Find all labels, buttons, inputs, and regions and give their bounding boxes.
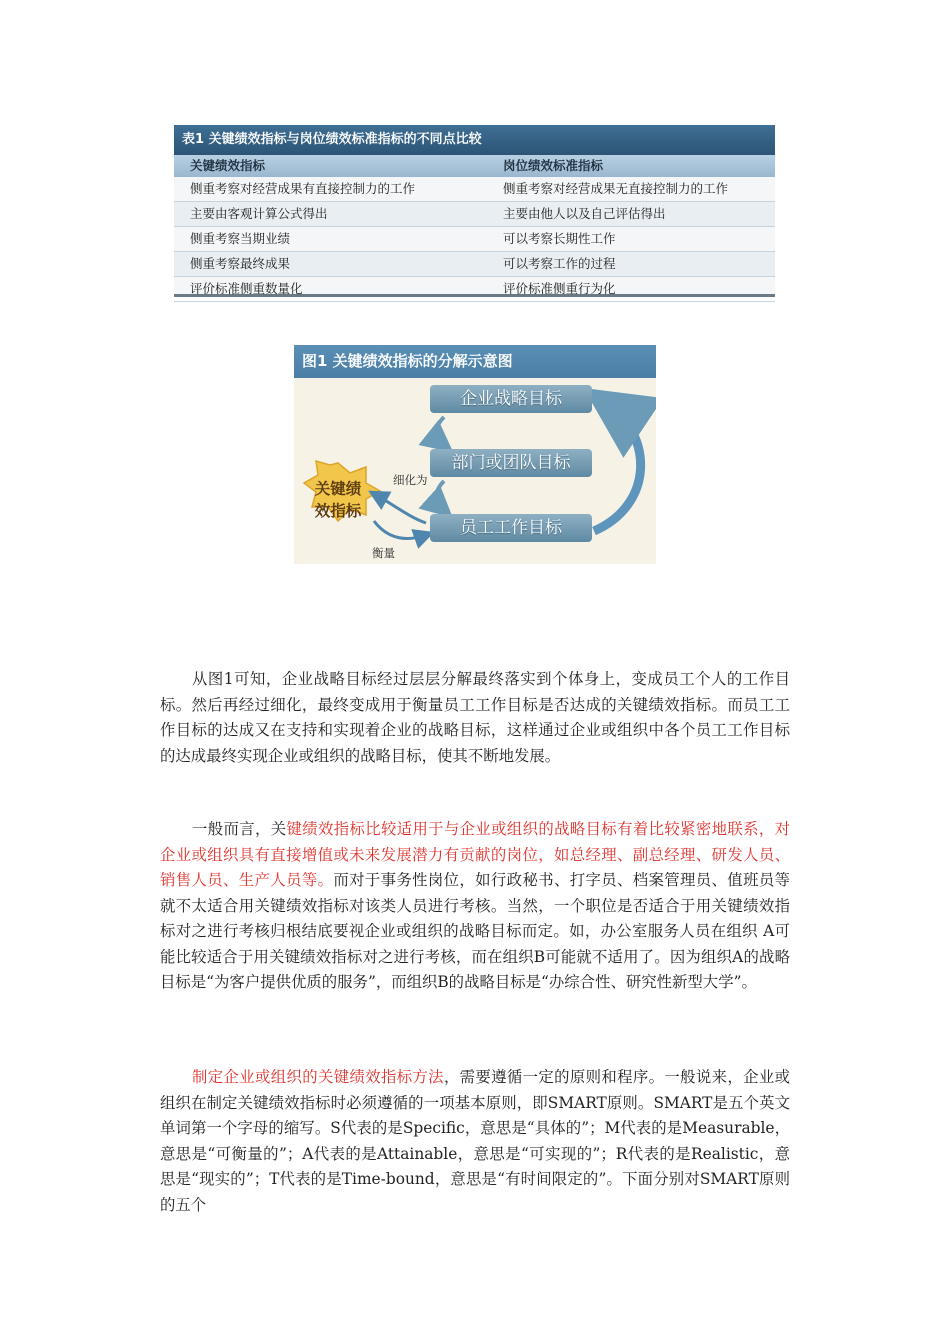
table-cell: 主要由客观计算公式得出 <box>190 206 328 221</box>
arrow-strategy-to-dept <box>437 417 445 445</box>
arrow-employee-to-strategy <box>594 403 641 531</box>
table-cell: 评价标准侧重行为化 <box>503 281 616 296</box>
paragraph-3-highlight: 制定企业或组织的关键绩效指标方法 <box>192 1068 444 1086</box>
refine-label: 细化为 <box>393 473 428 487</box>
table-cell: 侧重考察对经营成果有直接控制力的工作 <box>190 181 416 196</box>
table-cell: 侧重考察最终成果 <box>190 256 291 271</box>
table-header-kpi: 关键绩效指标 <box>190 158 266 173</box>
paragraph-2 <box>160 817 790 996</box>
table-body <box>174 177 775 302</box>
table-cell: 可以考察工作的过程 <box>503 256 616 271</box>
paragraph-2-highlight: 键绩效指标比较适用于与企业或组织的战略目标有着比较紧密地联系，对企业或组织具有直接增值或未来发展潜力有贡献的岗位，如总经理、副总经理、研发人员、销售人员、生产人员等。 <box>160 820 790 889</box>
arrow-dept-to-employee <box>437 481 445 510</box>
kpi-label-line2: 效指标 <box>314 502 362 520</box>
kpi-decomposition-diagram <box>294 345 656 564</box>
table-row <box>174 202 775 227</box>
paragraph-3-rest: ，需要遵循一定的原则和程序。一般说来，企业或组织在制定关键绩效指标时必须遵循的一项基本原则，即SMART原则。SMART是五个英文单词第一个字母的缩写。S代表的是Specific，意思是“具体的”；M代表的是Measurable，意思是“可衡量的”；A代表的是Attainable，意思是“可实现的”；R代表的是Realistic，意思是“现实的”；T代表的是Time-bound，意思是“有时间限定的”。下面分别对SMART原则的五个 <box>160 1068 790 1214</box>
table-cell: 主要由他人以及自己评估得出 <box>503 206 666 221</box>
kpi-label <box>308 478 368 522</box>
table-header-row <box>174 155 775 177</box>
arrow-measure <box>374 521 426 538</box>
table-row <box>174 227 775 252</box>
arrow-refine <box>376 495 426 523</box>
dept-goal-box: 部门或团队目标 <box>430 449 592 477</box>
table-cell: 侧重考察对经营成果无直接控制力的工作 <box>503 181 729 196</box>
table-cell: 评价标准侧重数量化 <box>190 281 303 296</box>
table-row <box>174 277 775 302</box>
comparison-table-figure <box>174 125 775 297</box>
table-row <box>174 252 775 277</box>
table-row <box>174 177 775 202</box>
kpi-label-line1: 关键绩 <box>314 480 362 498</box>
table-cell: 可以考察长期性工作 <box>503 231 616 246</box>
table-header-standard: 岗位绩效标准指标 <box>503 158 604 173</box>
strategy-goal-box: 企业战略目标 <box>430 385 592 413</box>
table-cell: 侧重考察当期业绩 <box>190 231 291 246</box>
paragraph-2-lead: 一般而言，关 <box>192 820 287 838</box>
table-title: 表1 关键绩效指标与岗位绩效标准指标的不同点比较 <box>174 125 775 155</box>
paragraph-2-rest: 而对于事务性岗位，如行政秘书、打字员、档案管理员、值班员等就不太适合用关键绩效指标对该类人员进行考核。当然，一个职位是否适合于用关键绩效指标对之进行考核归根结底要视企业或组织的战略目标而定。如，办公室服务人员在组织 A可能比较适合于用关键绩效指标对之进行考核，而在组织B可能就不适用了。因为组织A的战略目标是“为客户提供优质的服务”，而组织B的战略目标是“办综合性、研究性新型大学”。 <box>160 871 790 991</box>
paragraph-1: 从图1可知，企业战略目标经过层层分解最终落实到个体身上，变成员工个人的工作目标。然后再经过细化，最终变成用于衡量员工工作目标是否达成的关键绩效指标。而员工工作目标的达成又在支持和实现着企业的战略目标，这样通过企业或组织中各个员工工作目标的达成最终实现企业或组织的战略目标，使其不断地发展。 <box>160 670 790 765</box>
employee-goal-box: 员工工作目标 <box>430 514 592 542</box>
diagram-title: 图1 关键绩效指标的分解示意图 <box>294 345 656 378</box>
measure-label: 衡量 <box>372 546 395 560</box>
paragraph-3 <box>160 1065 790 1218</box>
